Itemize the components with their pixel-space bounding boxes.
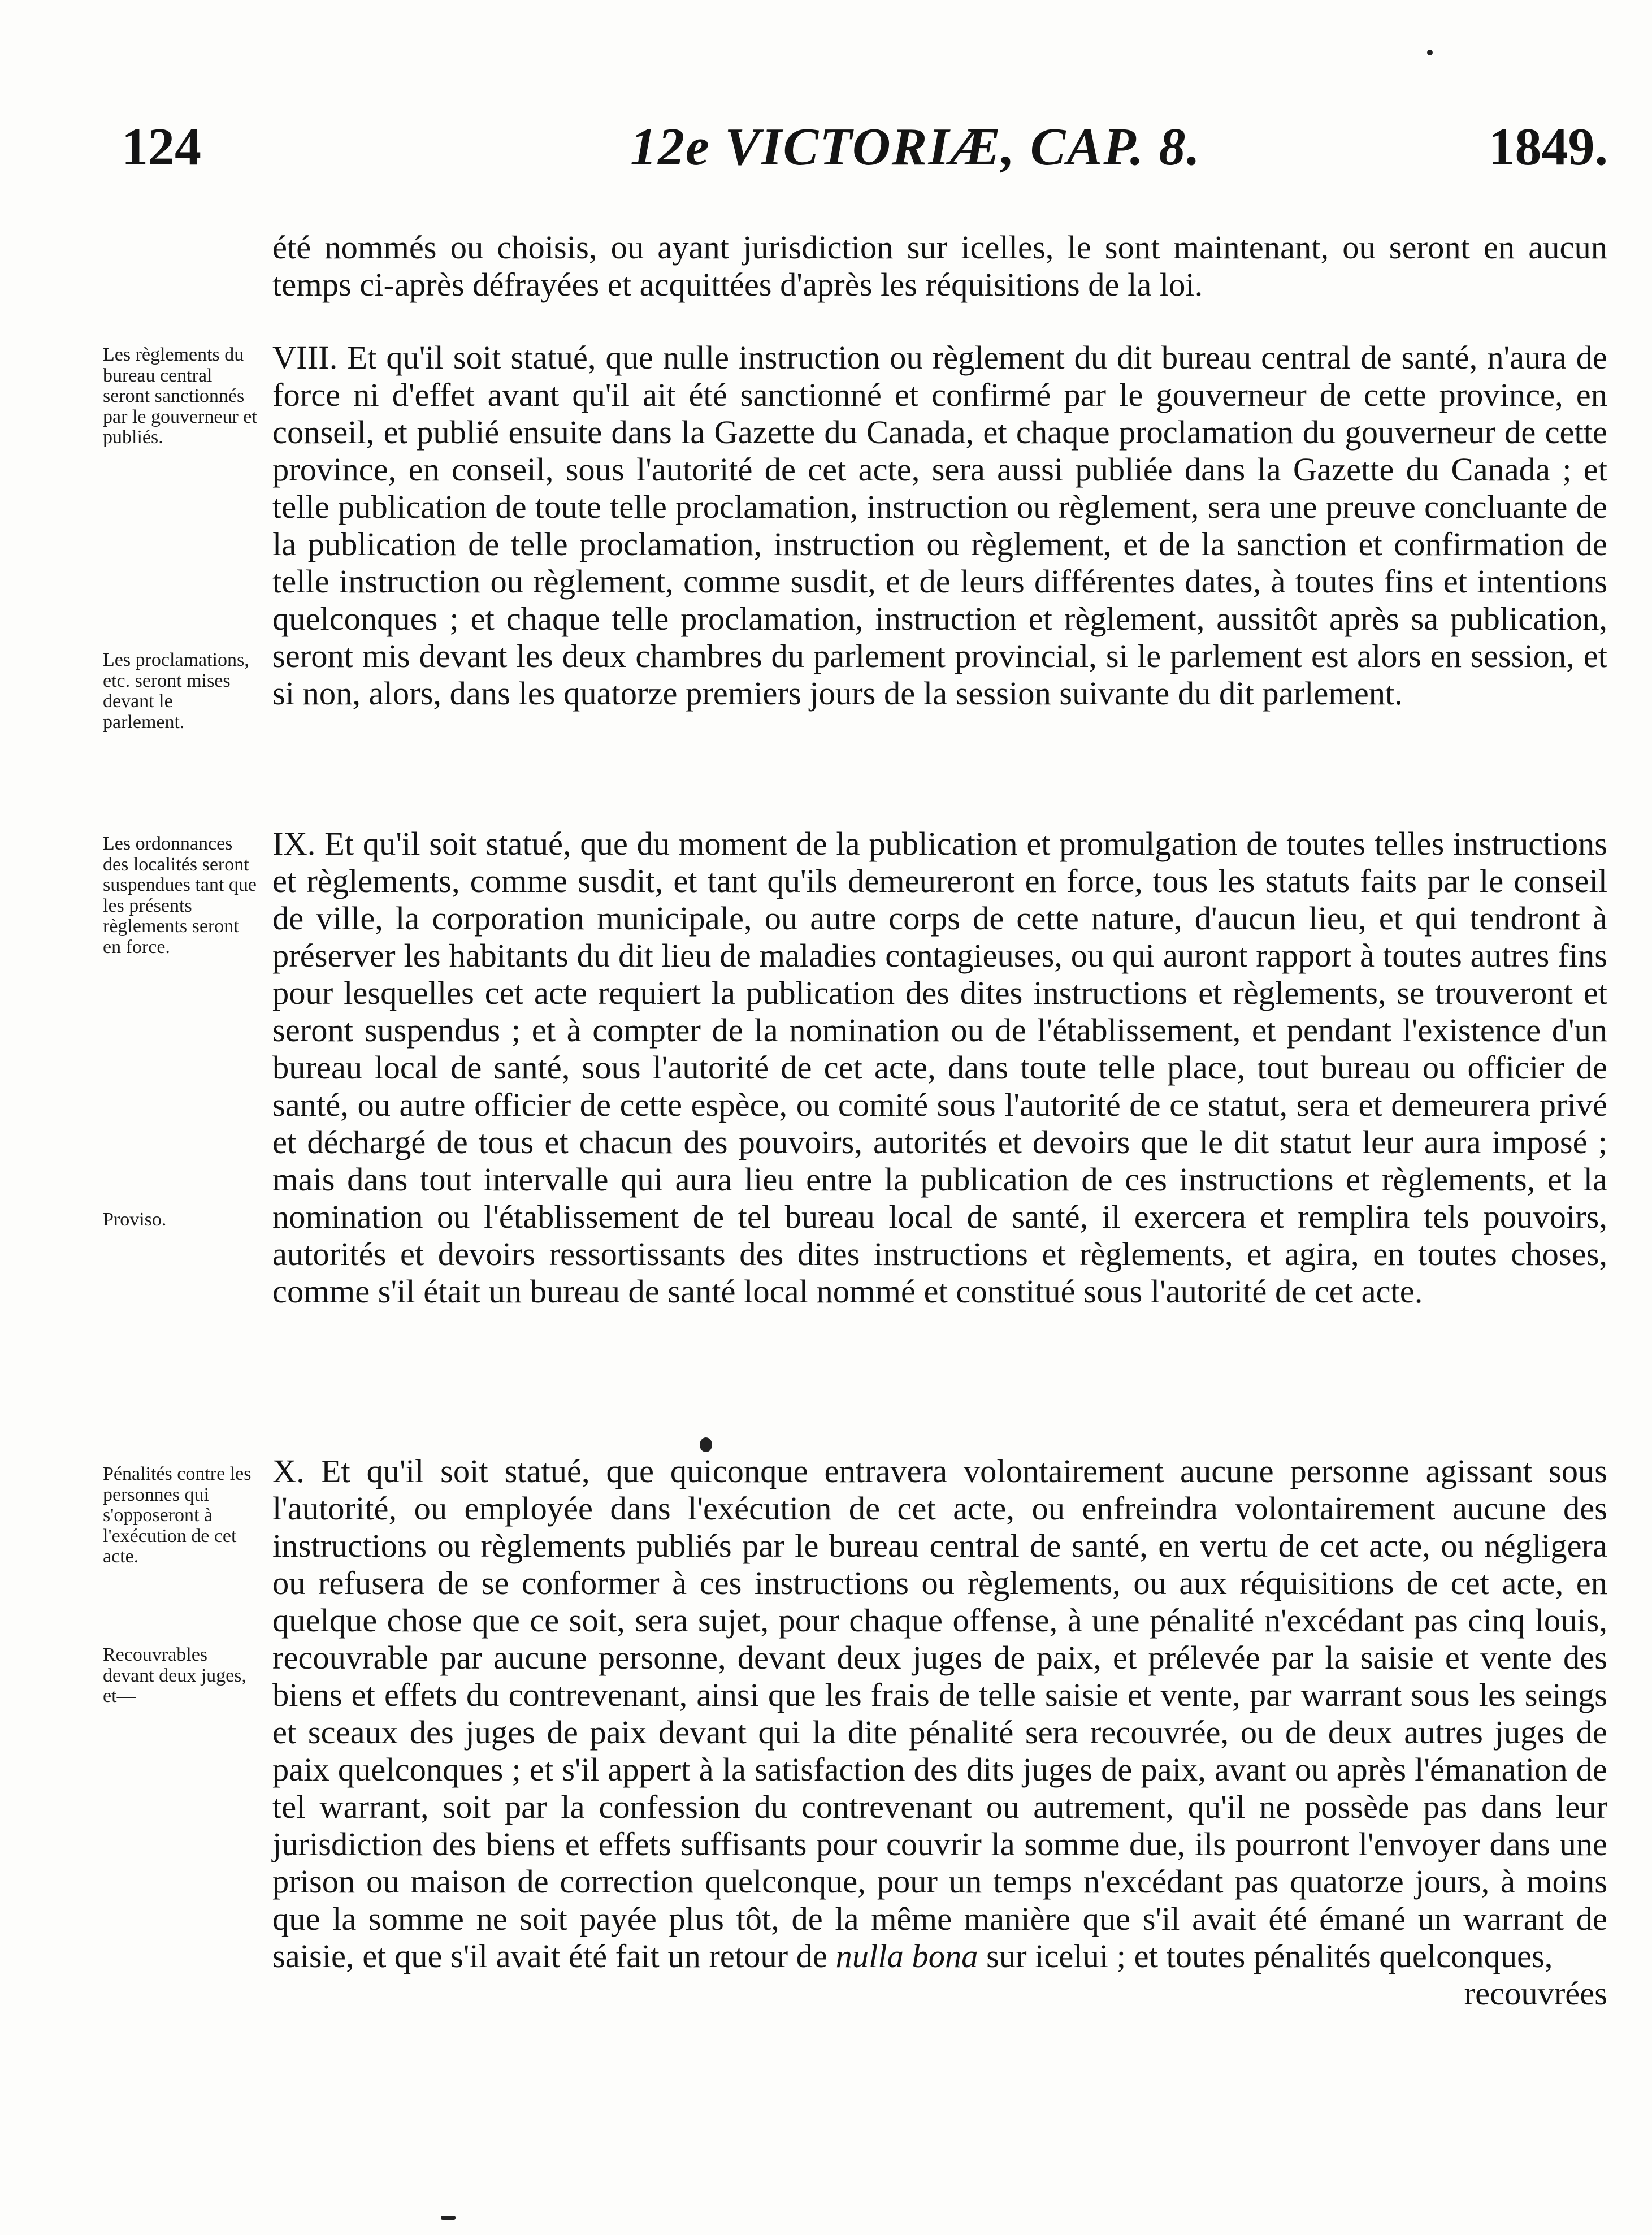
section-x [272,1453,1607,2012]
header-year: 1849. [1488,118,1608,176]
margin-note-regulations: Les règlements du bureau central seront sanctionnés par le gouverneur et publiés. [103,344,257,448]
margin-note-proclamations: Les proclamations, etc. seront mises devant le parlement. [103,649,249,733]
ink-dash [441,2216,456,2220]
section-x-latin-phrase: nulla bona [835,1938,978,1974]
section-x-text-end: sur icelui ; et toutes pénalités quelconques, [986,1938,1553,1974]
section-x-text: Et qu'il soit statué, que quiconque entravera volontairement aucune personne agissant sous l'autorité, ou employée dans l'exécution de cet acte, ou enfreindra volontairement aucune des instructions ou règlements publiés par le bureau central de santé, en vertu de cet acte, ou négligera ou refusera de se conformer à ces instructions ou règlements, ou aux réquisitions de cet acte, en quelque chose que ce soit, sera sujet, pour chaque offense, à une pénalité n'excédant pas cinq louis, recouvrable par aucune personne, devant deux juges de paix, et prélevée par la saisie et vente des biens et effets du contrevenant, ainsi que les frais de telle saisie et vente, par warrant sous les seings et sceaux des juges de paix devant qui la dite pénalité sera recouvrée, ou de deux autres juges de paix quelconques ; et s'il appert à la satisfaction des dits juges de paix, avant ou après l'émanation de tel warrant, soit par la confession du contrevenant ou autrement, qu'il ne possède pas dans leur jurisdiction des biens et effets suffisants pour couvrir la somme due, ils pourront l'envoyer dans une prison ou maison de correction quelconque, pour un temps n'excédant pas quatorze jours, à moins que la somme ne soit payée plus tôt, de la même manière que s'il avait été émané un warrant de saisie, et que s'il avait été fait un retour de [272,1453,1608,1974]
section-number-ix: IX. [272,825,316,862]
section-ix-text: Et qu'il soit statué, que du moment de la publication et promulgation de toutes telles instructions et règlements, comme susdit, et tant qu'ils demeureront en force, tous les statuts faits par le conseil de ville, la corporation municipale, ou autre corps de cette nature, d'aucun lieu, et qui tendront à préserver les habitants du dit lieu de maladies contagieuses, ou qui auront rapport à toutes autres fins pour lesquelles cet acte requiert la publication des dites instructions et règlements, se trouveront et seront suspendus ; et à compter de la nomination ou de l'établissement, et pendant l'existence d'un bureau local de santé, sous l'autorité de cet acte, dans toute telle place, tout bureau ou officier de santé, ou autre officier de cette espèce, ou comité sous l'autorité de ce statut, sera et demeurera privé et déchargé de tous et chacun des pouvoirs, autorités et devoirs que le dit statut leur aura imposé ; mais dans tout intervalle qui aura lieu entre la publication de ces instructions et règlements, et la nomination ou l'établissement de tel bureau local de santé, il exercera et remplira tels pouvoirs, autorités et devoirs ressortissants des dites instructions et règlements, et agira, en toutes choses, comme s'il était un bureau de santé local nommé et constitué sous l'autorité de cet acte. [272,825,1608,1310]
margin-note-penalties: Pénalités contre les personnes qui s'opposeront à l'exécution de cet acte. [103,1463,252,1567]
continuation-text: été nommés ou choisis, ou ayant jurisdiction sur icelles, le sont maintenant, ou seront en aucun temps ci-après défrayées et acquittées d'après les réquisitions de la loi. [272,229,1607,303]
running-title: 12e VICTORIÆ, CAP. 8. [630,118,1201,176]
section-viii [272,339,1607,712]
section-number-x: X. [272,1453,305,1489]
ink-speck [1427,50,1433,55]
section-viii-text: Et qu'il soit statué, que nulle instruction ou règlement du dit bureau central de santé, n'aura de force ni d'effet avant qu'il ait été sanctionné et confirmé par le gouverneur de cette province, en conseil, et publié ensuite dans la Gazette du Canada, et chaque proclamation du gouverneur de cette province, en conseil, sous l'autorité de cet acte, sera aussi publiée dans la Gazette du Canada ; et telle publication de toute telle proclamation, instruction ou règlement, sera une preuve concluante de la publication de telle proclamation, instruction ou règlement, et de la sanction et confirmation de telle instruction ou règlement, comme susdit, et de leurs différentes dates, à toutes fins et intentions quelconques ; et chaque telle proclamation, instruction et règlement, aussitôt après sa publication, seront mis devant les deux chambres du parlement provincial, si le parlement est alors en session, et si non, alors, dans les quatorze premiers jours de la session suivante du dit parlement. [272,339,1608,712]
catchword: recouvrées [1464,1975,1607,2012]
ink-blot [700,1437,712,1452]
page-header [122,116,1608,178]
section-number-viii: VIII. [272,339,338,376]
paragraph-continuation [272,229,1607,304]
margin-note-recoverable: Recouvrables devant deux juges, et— [103,1644,246,1706]
section-ix [272,825,1607,1310]
margin-note-proviso: Proviso. [103,1209,167,1230]
page-number: 124 [122,118,201,176]
margin-note-ordinances: Les ordonnances des localités seront suspendues tant que les présents règlements seront en force. [103,833,257,958]
